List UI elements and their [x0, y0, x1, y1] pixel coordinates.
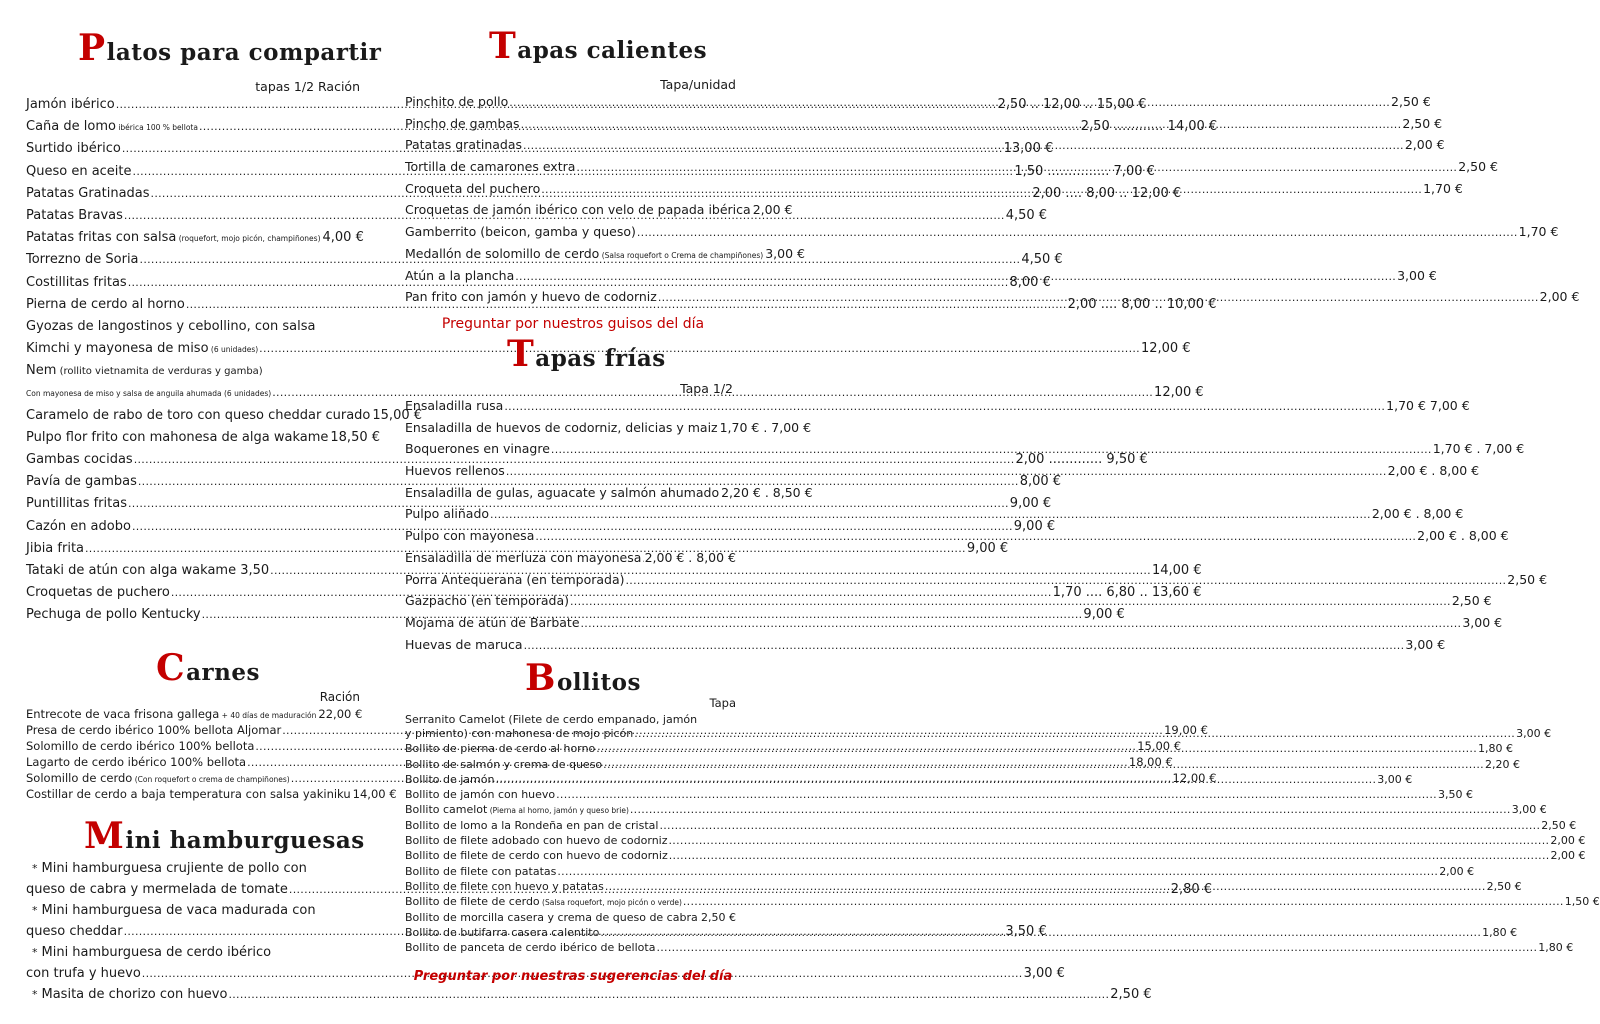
item-name: Ensaladilla de merluza con mayonesa [405, 549, 642, 565]
item-price: 2,00 € . 8,00 € [644, 549, 736, 565]
item-name: Huevas de maruca [405, 636, 523, 652]
item-price: 1,70 € . 7,00 € [719, 419, 812, 435]
leader-dots [259, 342, 1140, 355]
item-name: Pulpo aliñado [405, 506, 490, 522]
leader-dots [625, 574, 1506, 587]
item-name: Bollito de morcilla casera y crema de queso de cabra [405, 910, 698, 924]
leader-dots [490, 508, 1371, 521]
burger-item [32, 945, 360, 966]
item-name: Surtido ibérico [26, 141, 121, 157]
item-price: 1,80 € [1482, 925, 1518, 939]
item-price: 2,50 € [1486, 879, 1522, 893]
item-name: Cazón en adobo [26, 518, 131, 534]
leader-dots [557, 865, 1438, 878]
item-price: 18,50 € [330, 429, 381, 445]
menu-item [26, 230, 364, 252]
leader-dots [570, 595, 1451, 608]
menu-item [26, 787, 397, 803]
item-name: Patatas gratinadas [405, 137, 523, 153]
item-name: Jibia frita [26, 540, 85, 556]
tapas-frias-column-header: Tapa 1/2 [680, 381, 733, 396]
item-price: 13,00 € [1003, 141, 1054, 157]
item-name: Ensaladilla de gulas, aguacate y salmón ahumado [405, 484, 720, 500]
tapas-calientes-column-header: Tapa/unidad [660, 77, 736, 92]
item-name: Solomillo de cerdo ibérico 100% bellota [26, 739, 255, 753]
item-name: Patatas Gratinadas [26, 185, 150, 201]
item-price: 2,50 € [1110, 987, 1152, 1002]
leader-dots [535, 530, 1416, 543]
item-name: Torrezno de Soria [26, 252, 139, 268]
menu-item [405, 834, 1586, 849]
leader-dots [581, 617, 1462, 630]
item-name: Lagarto de cerdo ibérico 100% bellota [26, 755, 247, 769]
item-name: Gamberrito (beicon, gamba y queso) [405, 224, 636, 240]
item-name: Tataki de atún con alga wakame 3,50 [26, 562, 270, 578]
item-name: Nem (rollito vietnamita de verduras y gamba) [26, 363, 263, 379]
item-name: Patatas fritas con salsa (roquefort, mojo picón, champiñones) [26, 230, 321, 246]
item-price: 14,00 € [352, 787, 397, 801]
item-name: Bollito de filete de cerdo (Salsa roquefort, mojo picón o verde) [405, 895, 682, 909]
leader-dots [524, 639, 1405, 652]
leader-dots [656, 941, 1537, 954]
menu-item [26, 707, 363, 723]
item-price: 2,00 € . 8,00 € [1417, 528, 1509, 544]
menu-item [405, 818, 1577, 834]
item-price: 3,00 € [1397, 267, 1437, 283]
menu-item [405, 550, 736, 572]
item-name: Bollito de pierna de cerdo al horno [405, 742, 596, 756]
item-price: 15,00 € [1137, 739, 1182, 753]
carnes-column-header: Ración [319, 690, 360, 704]
burger-item [32, 987, 1152, 1008]
leader-dots [669, 834, 1550, 847]
item-price: 1,50 € [1564, 895, 1600, 909]
item-name: Bollito de butifarra casera calentito [405, 925, 600, 939]
item-price: 2,50 ............ 14,00 € [1080, 119, 1218, 135]
item-price: 2,00 .... 8,00 .. 10,00 € [1067, 296, 1217, 312]
menu-item [405, 803, 1547, 818]
guisos-note: Preguntar por nuestros guisos del día [441, 316, 705, 332]
burger-name: Masita de chorizo con huevo [41, 987, 228, 1002]
item-name: Costillar de cerdo a baja temperatura con salsa yakiniku [26, 787, 351, 801]
item-name: Pan frito con jamón y huevo de codorniz [405, 289, 657, 305]
menu-item [405, 864, 1475, 880]
item-price: 3,00 € [1405, 636, 1446, 652]
item-price: 1,50 ............... 7,00 € [1014, 163, 1155, 179]
leader-dots [551, 443, 1432, 456]
item-price: 2,00 € [1439, 864, 1475, 878]
bollitos-first-line: Serranito Camelot (Filete de cerdo empanado, jamón [405, 713, 698, 726]
item-price: 3,00 € [1377, 772, 1413, 786]
menu-item [405, 484, 813, 507]
star-icon: * [32, 862, 38, 875]
item-name: Atún a la plancha [405, 267, 515, 283]
item-name: Caña de lomo ibérica 100 % bellota [26, 119, 198, 135]
star-icon: * [32, 904, 38, 917]
item-price: 8,00 € [1009, 274, 1051, 290]
hamburguesas-title: Mini hamburguesas [84, 815, 365, 857]
item-name: Croquetas de jamón ibérico con velo de papada ibérica [405, 202, 751, 218]
leader-dots [515, 270, 1396, 283]
item-name: Croqueta del puchero [405, 180, 541, 196]
item-name: Croquetas de puchero [26, 585, 170, 601]
item-price: 2,20 € [1484, 757, 1520, 771]
item-price: 9,00 € [1013, 518, 1056, 534]
item-price: 2,50 € [701, 910, 736, 924]
bollitos-title: Bollitos [525, 657, 641, 699]
item-name: Kimchi y mayonesa de miso (6 unidades) [26, 341, 259, 357]
leader-dots [506, 465, 1387, 478]
item-price: 2,00 € . 8,00 € [1387, 463, 1480, 479]
item-price: 9,00 € [966, 540, 1009, 556]
item-name: y pimiento) con mahonesa de mojo picón [405, 727, 634, 740]
item-name: Bollito de filete con huevo y patatas [405, 879, 604, 893]
item-price: 2,00 € [1550, 834, 1586, 848]
item-name: Costillitas fritas [26, 274, 127, 290]
item-price: 15,00 € [372, 407, 423, 423]
item-price: 1,80 € [1478, 742, 1514, 756]
item-name: Ensaladilla rusa [405, 398, 504, 413]
star-icon: * [32, 946, 38, 959]
item-name: Patatas Bravas [26, 207, 123, 223]
sugerencias-note: Preguntar por nuestras sugerencias del día [413, 969, 733, 984]
item-price: 14,00 € [1151, 562, 1202, 578]
item-name: Gazpacho (en temporada) [405, 593, 570, 609]
menu-item [405, 636, 1446, 659]
item-price: 2,50 € [1541, 818, 1577, 832]
menu-item [26, 429, 381, 452]
item-name: Mojama de atún de Barbate [405, 614, 580, 630]
leader-dots [605, 880, 1486, 893]
item-name: Solomillo de cerdo (Con roquefort o crema de champiñones) [26, 771, 290, 785]
item-price: 2,00 € [1539, 289, 1580, 305]
item-name: Pierna de cerdo al horno [26, 296, 185, 312]
leader-dots [659, 819, 1540, 832]
item-name: Puntillitas fritas [26, 496, 127, 512]
burger-name: Mini hamburguesa de vaca madurada con [41, 903, 316, 918]
item-price: 12,00 € [1172, 771, 1217, 785]
item-price: 2,50 € [1458, 159, 1498, 175]
leader-dots [495, 773, 1376, 786]
item-name: Bollito de filete con patatas [405, 864, 557, 878]
menu-item [26, 319, 360, 341]
leader-dots [669, 849, 1550, 862]
leader-dots [634, 727, 1515, 740]
item-name: Entrecote de vaca frisona gallega + 40 días de maduración [26, 707, 317, 721]
item-price: 1,70 € . 7,00 € [1432, 441, 1525, 457]
leader-dots [556, 788, 1437, 801]
item-price: 2,50 € [1507, 571, 1548, 587]
item-price: 3,50 € [1437, 788, 1473, 802]
item-price: 2,00 € [1404, 137, 1445, 153]
item-name: Gambas cocidas [26, 452, 133, 467]
leader-dots [521, 118, 1402, 131]
leader-dots [504, 400, 1385, 413]
burger-item [32, 903, 360, 924]
item-price: 2,00 .... 8,00 .. 12,00 € [1032, 185, 1182, 201]
burger-desc: con trufa y huevo [26, 966, 141, 981]
item-name: Ensaladilla de huevos de codorniz, delicias y maiz [405, 419, 718, 435]
platos-title: Platos para compartir [78, 27, 382, 69]
item-name: Pincho de gambas [405, 115, 520, 131]
leader-dots [228, 988, 1109, 1001]
menu-item [405, 245, 805, 268]
item-price: 2,00 € [1550, 849, 1586, 863]
item-price: 4,00 € [322, 230, 364, 246]
item-name: Bollito de salmón y crema de queso [405, 757, 603, 771]
star-icon: * [32, 988, 38, 1001]
item-name: Bollito de filete de cerdo con huevo de codorniz [405, 849, 668, 863]
item-price: 3,00 € [1516, 727, 1552, 740]
leader-dots [637, 226, 1518, 239]
item-price: 2,00 € . 8,00 € [1371, 506, 1464, 522]
item-price: 2,20 € . 8,50 € [721, 484, 813, 500]
item-price: 2,50 € [1402, 115, 1443, 131]
item-price: 2,50 .. 12,00 .. 15,00 € [997, 97, 1147, 112]
menu-item [26, 407, 423, 430]
item-price: 4,50 € [1005, 207, 1048, 223]
item-name: Queso en aceite [26, 163, 132, 179]
leader-dots [642, 552, 643, 565]
menu-item [405, 202, 793, 224]
menu-item [405, 463, 1480, 485]
item-name: Pechuga de pollo Kentucky [26, 607, 201, 623]
item-price: 9,00 € [1009, 496, 1052, 512]
item-price: 4,50 € [1021, 252, 1063, 268]
item-price: 1,80 € [1538, 941, 1574, 955]
item-name: Medallón de solomillo de cerdo (Salsa roquefort o Crema de champiñones) [405, 245, 764, 261]
item-name: Bollito camelot (Pierna al horno, jamón y queso brie) [405, 803, 629, 817]
item-price: 1,70 .... 6,80 .. 13,60 € [1052, 585, 1202, 601]
platos-column-header: tapas 1/2 Ración [255, 79, 360, 94]
bollitos-column-header: Tapa [709, 696, 736, 710]
item-price: 3,00 € [765, 245, 805, 261]
item-name: Pavía de gambas [26, 474, 137, 490]
item-name: Huevos rellenos [405, 463, 505, 479]
item-name: Tortilla de camarones extra [405, 159, 576, 175]
item-price: 1,70 € 7,00 € [1386, 398, 1470, 413]
item-name: Boquerones en vinagre [405, 441, 550, 457]
item-price: 12,00 € [1140, 341, 1191, 357]
item-name: Con mayonesa de miso y salsa de anguila ahumada (6 unidades) [26, 389, 272, 399]
leader-dots [600, 926, 1481, 939]
item-price: 2,50 € [1451, 593, 1492, 609]
menu-item [405, 224, 1559, 246]
burger-desc: queso de cabra y mermelada de tomate [26, 882, 288, 897]
item-price: 3,50 € [1005, 924, 1047, 939]
item-name: Presa de cerdo ibérico 100% bellota Aljomar [26, 723, 282, 737]
leader-dots [683, 895, 1564, 908]
item-name: Pulpo con mayonesa [405, 528, 535, 544]
item-price: 22,00 € [318, 707, 363, 721]
leader-dots [523, 139, 1404, 152]
item-name: Pulpo flor frito con mahonesa de alga wakame [26, 429, 329, 445]
item-name: Porra Antequerana (en temporada) [405, 571, 625, 587]
item-price: 2,00 ............. 9,50 € [1015, 452, 1148, 467]
item-price: 2,80 € [1170, 882, 1213, 897]
carnes-title: Carnes [156, 647, 260, 689]
leader-dots [699, 911, 700, 924]
item-price: 1,70 € [1518, 224, 1559, 240]
item-name: Bollito de filete adobado con huevo de codorniz [405, 834, 668, 848]
item-price: 18,00 € [1128, 755, 1173, 769]
item-name: Jamón ibérico [26, 97, 115, 112]
item-price: 8,00 € [1019, 474, 1062, 490]
tapas-frias-title: Tapas frías [507, 333, 666, 375]
item-price: 1,70 € [1423, 180, 1463, 196]
menu-item [405, 849, 1586, 864]
item-price: 19,00 € [1164, 723, 1208, 737]
item-price: 3,00 € [1511, 803, 1547, 817]
menu-item [405, 788, 1473, 803]
menu-item [405, 911, 736, 926]
item-price: 2,50 € [1391, 94, 1431, 109]
menu-item [405, 398, 1470, 420]
leader-dots [630, 803, 1511, 816]
item-name: Bollito de jamón [405, 772, 495, 786]
leader-dots [576, 161, 1457, 174]
burger-name: Mini hamburguesa de cerdo ibérico [41, 945, 272, 960]
leader-dots [603, 758, 1484, 771]
item-name: Pinchito de pollo [405, 94, 509, 109]
item-name: Bollito de panceta de cerdo ibérico de bellota [405, 941, 656, 955]
item-name: Bollito de jamón con huevo [405, 788, 556, 802]
burger-name: Mini hamburguesa crujiente de pollo con [41, 861, 307, 876]
item-price: 9,00 € [1083, 607, 1125, 623]
item-name: Bollito de lomo a la Rondeña en pan de cristal [405, 818, 659, 832]
menu-item [405, 419, 812, 442]
menu-item [405, 895, 1600, 910]
item-name: Gyozas de langostinos y cebollino, con salsa [26, 318, 316, 334]
item-name: Caramelo de rabo de toro con queso cheddar curado [26, 407, 371, 423]
item-price: 12,00 € [1154, 385, 1204, 401]
leader-dots [541, 183, 1422, 196]
burger-item [32, 861, 360, 882]
item-price: 3,00 € [1462, 614, 1503, 630]
menu-item [26, 363, 360, 385]
item-price: 3,00 € [1023, 966, 1065, 981]
leader-dots [509, 96, 1390, 109]
menu-item [405, 941, 1574, 956]
item-price: 2,00 € [752, 202, 793, 218]
tapas-calientes-title: Tapas calientes [489, 25, 708, 67]
burger-desc: queso cheddar [26, 924, 123, 939]
leader-dots [658, 291, 1539, 304]
leader-dots [596, 742, 1477, 755]
